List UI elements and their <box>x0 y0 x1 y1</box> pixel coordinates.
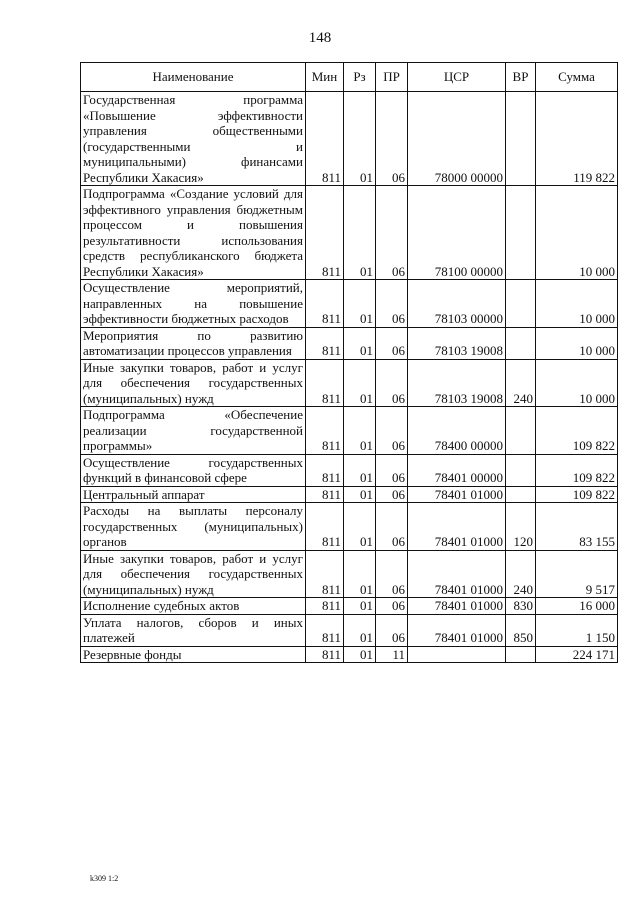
cell-name: Расходы на выплаты персоналу государственных (муниципальных) органов <box>81 503 306 551</box>
cell-name: Уплата налогов, сборов и иных платежей <box>81 614 306 646</box>
cell-sum: 1 150 <box>536 614 618 646</box>
cell-rz: 01 <box>344 646 376 663</box>
header-min: Мин <box>306 63 344 92</box>
cell-csr: 78100 00000 <box>408 186 506 280</box>
cell-min: 811 <box>306 407 344 455</box>
cell-min: 811 <box>306 327 344 359</box>
cell-vr <box>506 327 536 359</box>
cell-min: 811 <box>306 486 344 503</box>
cell-min: 811 <box>306 280 344 328</box>
cell-vr: 240 <box>506 550 536 598</box>
cell-name: Центральный аппарат <box>81 486 306 503</box>
cell-pr: 06 <box>376 359 408 407</box>
cell-rz: 01 <box>344 598 376 615</box>
header-rz: Рз <box>344 63 376 92</box>
cell-csr: 78103 19008 <box>408 327 506 359</box>
table-row <box>81 598 618 615</box>
table-row <box>81 280 618 328</box>
cell-rz: 01 <box>344 407 376 455</box>
cell-vr: 120 <box>506 503 536 551</box>
cell-sum: 16 000 <box>536 598 618 615</box>
cell-min: 811 <box>306 646 344 663</box>
cell-csr: 78400 00000 <box>408 407 506 455</box>
cell-sum: 119 822 <box>536 92 618 186</box>
table-row <box>81 550 618 598</box>
cell-vr <box>506 92 536 186</box>
cell-pr: 06 <box>376 550 408 598</box>
cell-name: Подпрограмма «Создание условий для эффективного управления бюджетным процессом и повышения результативности использования средств республиканского бюджета Республики Хакасия» <box>81 186 306 280</box>
table-row <box>81 646 618 663</box>
cell-sum: 9 517 <box>536 550 618 598</box>
table-row <box>81 503 618 551</box>
header-name: Наименование <box>81 63 306 92</box>
cell-rz: 01 <box>344 92 376 186</box>
cell-name: Иные закупки товаров, работ и услуг для обеспечения государственных (муниципальных) нужд <box>81 359 306 407</box>
cell-rz: 01 <box>344 486 376 503</box>
table-row <box>81 486 618 503</box>
table-row <box>81 407 618 455</box>
table-body <box>81 92 618 663</box>
header-vr: ВР <box>506 63 536 92</box>
cell-pr: 06 <box>376 614 408 646</box>
cell-csr: 78401 01000 <box>408 550 506 598</box>
cell-name: Мероприятия по развитию автоматизации процессов управления <box>81 327 306 359</box>
cell-pr: 06 <box>376 280 408 328</box>
cell-min: 811 <box>306 614 344 646</box>
budget-table <box>80 62 618 663</box>
cell-csr: 78401 01000 <box>408 503 506 551</box>
cell-vr: 830 <box>506 598 536 615</box>
cell-sum: 224 171 <box>536 646 618 663</box>
table-row <box>81 359 618 407</box>
cell-sum: 10 000 <box>536 280 618 328</box>
footer-code: k309 1:2 <box>90 874 119 883</box>
cell-csr: 78401 01000 <box>408 598 506 615</box>
cell-pr: 06 <box>376 407 408 455</box>
cell-min: 811 <box>306 503 344 551</box>
cell-vr <box>506 454 536 486</box>
cell-pr: 06 <box>376 598 408 615</box>
cell-rz: 01 <box>344 614 376 646</box>
cell-sum: 10 000 <box>536 327 618 359</box>
cell-name: Государственная программа «Повышение эффективности управления общественными (государственными и муниципальными) финансами Республики Хакасия» <box>81 92 306 186</box>
cell-vr <box>506 407 536 455</box>
table-row <box>81 327 618 359</box>
cell-sum: 109 822 <box>536 486 618 503</box>
cell-vr: 850 <box>506 614 536 646</box>
cell-csr: 78401 00000 <box>408 454 506 486</box>
cell-vr <box>506 280 536 328</box>
cell-pr: 06 <box>376 186 408 280</box>
cell-name: Подпрограмма «Обеспечение реализации государственной программы» <box>81 407 306 455</box>
cell-name: Исполнение судебных актов <box>81 598 306 615</box>
table-row <box>81 454 618 486</box>
cell-rz: 01 <box>344 550 376 598</box>
cell-min: 811 <box>306 359 344 407</box>
cell-name: Иные закупки товаров, работ и услуг для обеспечения государственных (муниципальных) нужд <box>81 550 306 598</box>
header-csr: ЦСР <box>408 63 506 92</box>
cell-csr: 78103 00000 <box>408 280 506 328</box>
cell-min: 811 <box>306 454 344 486</box>
cell-rz: 01 <box>344 186 376 280</box>
table-row <box>81 614 618 646</box>
cell-name: Осуществление мероприятий, направленных на повышение эффективности бюджетных расходов <box>81 280 306 328</box>
cell-pr: 06 <box>376 503 408 551</box>
cell-sum: 109 822 <box>536 407 618 455</box>
cell-min: 811 <box>306 550 344 598</box>
cell-rz: 01 <box>344 503 376 551</box>
cell-min: 811 <box>306 92 344 186</box>
cell-sum: 83 155 <box>536 503 618 551</box>
cell-rz: 01 <box>344 359 376 407</box>
header-sum: Сумма <box>536 63 618 92</box>
cell-pr: 11 <box>376 646 408 663</box>
cell-csr: 78401 01000 <box>408 486 506 503</box>
cell-name: Осуществление государственных функций в финансовой сфере <box>81 454 306 486</box>
header-pr: ПР <box>376 63 408 92</box>
cell-pr: 06 <box>376 92 408 186</box>
cell-vr <box>506 486 536 503</box>
cell-csr <box>408 646 506 663</box>
cell-vr: 240 <box>506 359 536 407</box>
cell-min: 811 <box>306 598 344 615</box>
table-row <box>81 92 618 186</box>
cell-csr: 78000 00000 <box>408 92 506 186</box>
cell-csr: 78401 01000 <box>408 614 506 646</box>
cell-vr <box>506 186 536 280</box>
cell-csr: 78103 19008 <box>408 359 506 407</box>
cell-pr: 06 <box>376 327 408 359</box>
cell-sum: 109 822 <box>536 454 618 486</box>
table-row <box>81 186 618 280</box>
cell-min: 811 <box>306 186 344 280</box>
cell-rz: 01 <box>344 327 376 359</box>
cell-name: Резервные фонды <box>81 646 306 663</box>
cell-pr: 06 <box>376 454 408 486</box>
cell-sum: 10 000 <box>536 186 618 280</box>
page-number: 148 <box>308 30 332 46</box>
cell-sum: 10 000 <box>536 359 618 407</box>
cell-vr <box>506 646 536 663</box>
cell-rz: 01 <box>344 280 376 328</box>
table-header-row <box>81 63 618 92</box>
cell-pr: 06 <box>376 486 408 503</box>
cell-rz: 01 <box>344 454 376 486</box>
